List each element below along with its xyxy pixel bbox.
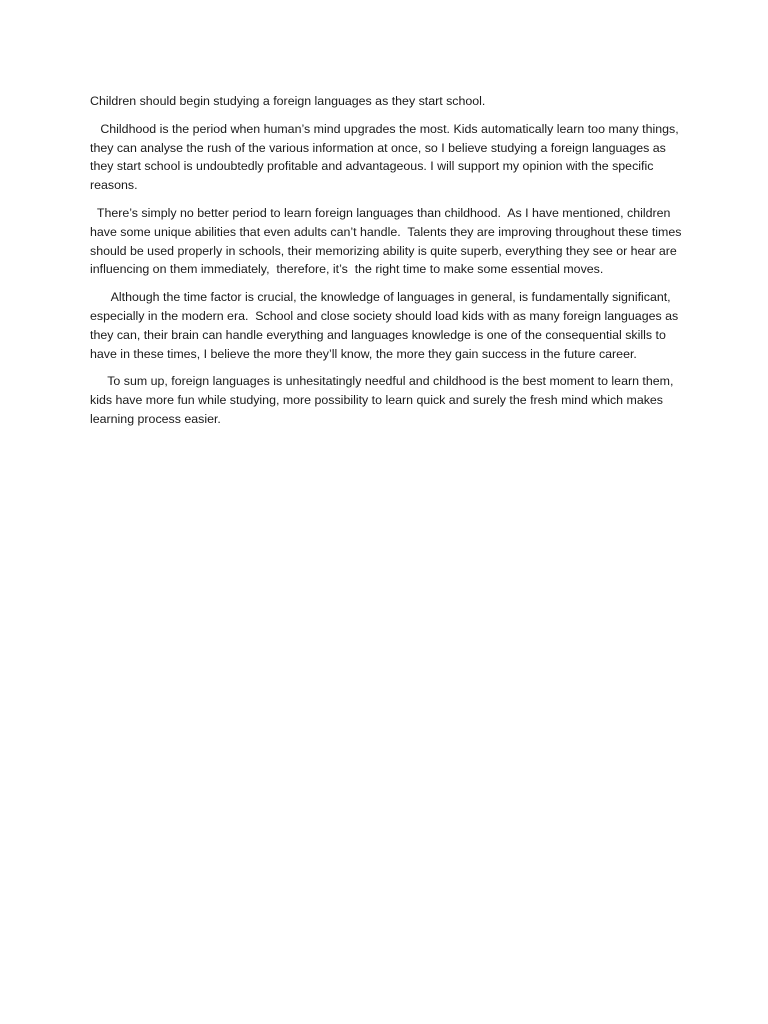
essay-paragraph-time-factor: Although the time factor is crucial, the knowledge of languages in general, is fundamentally significant, especially in the modern era. School and close society should load kids with as many foreign languages as they can, their brain can handle everything and languages knowledge is one of the consequential skills to have in these times, I believe the more they’ll know, the more they gain success in the future career. [90, 290, 682, 361]
essay-paragraph-conclusion: To sum up, foreign languages is unhesitatingly needful and childhood is the best moment to learn them, kids have more fun while studying, more possibility to learn quick and surely the fresh mind which makes learning process easier. [90, 374, 677, 426]
essay-paragraph-childhood: There’s simply no better period to learn foreign languages than childhood. As I have mentioned, children have some unique abilities that even adults can’t handle. Talents they are improving throughout these times should be used properly in schools, their memorizing ability is quite superb, everything they see or hear are influencing on them immediately, therefore, it’s the right time to make some essential moves. [90, 205, 685, 277]
essay-paragraph-intro: Childhood is the period when human’s mind upgrades the most. Kids automatically learn too many things, they can analyse the rush of the various information at once, so I believe studying a foreign languages as they start school is undoubtedly profitable and advantageous. I will support my opinion with the specific reasons. [90, 121, 683, 193]
essay-body [90, 92, 686, 438]
essay-heading: Children should begin studying a foreign languages as they start school. [90, 94, 486, 108]
